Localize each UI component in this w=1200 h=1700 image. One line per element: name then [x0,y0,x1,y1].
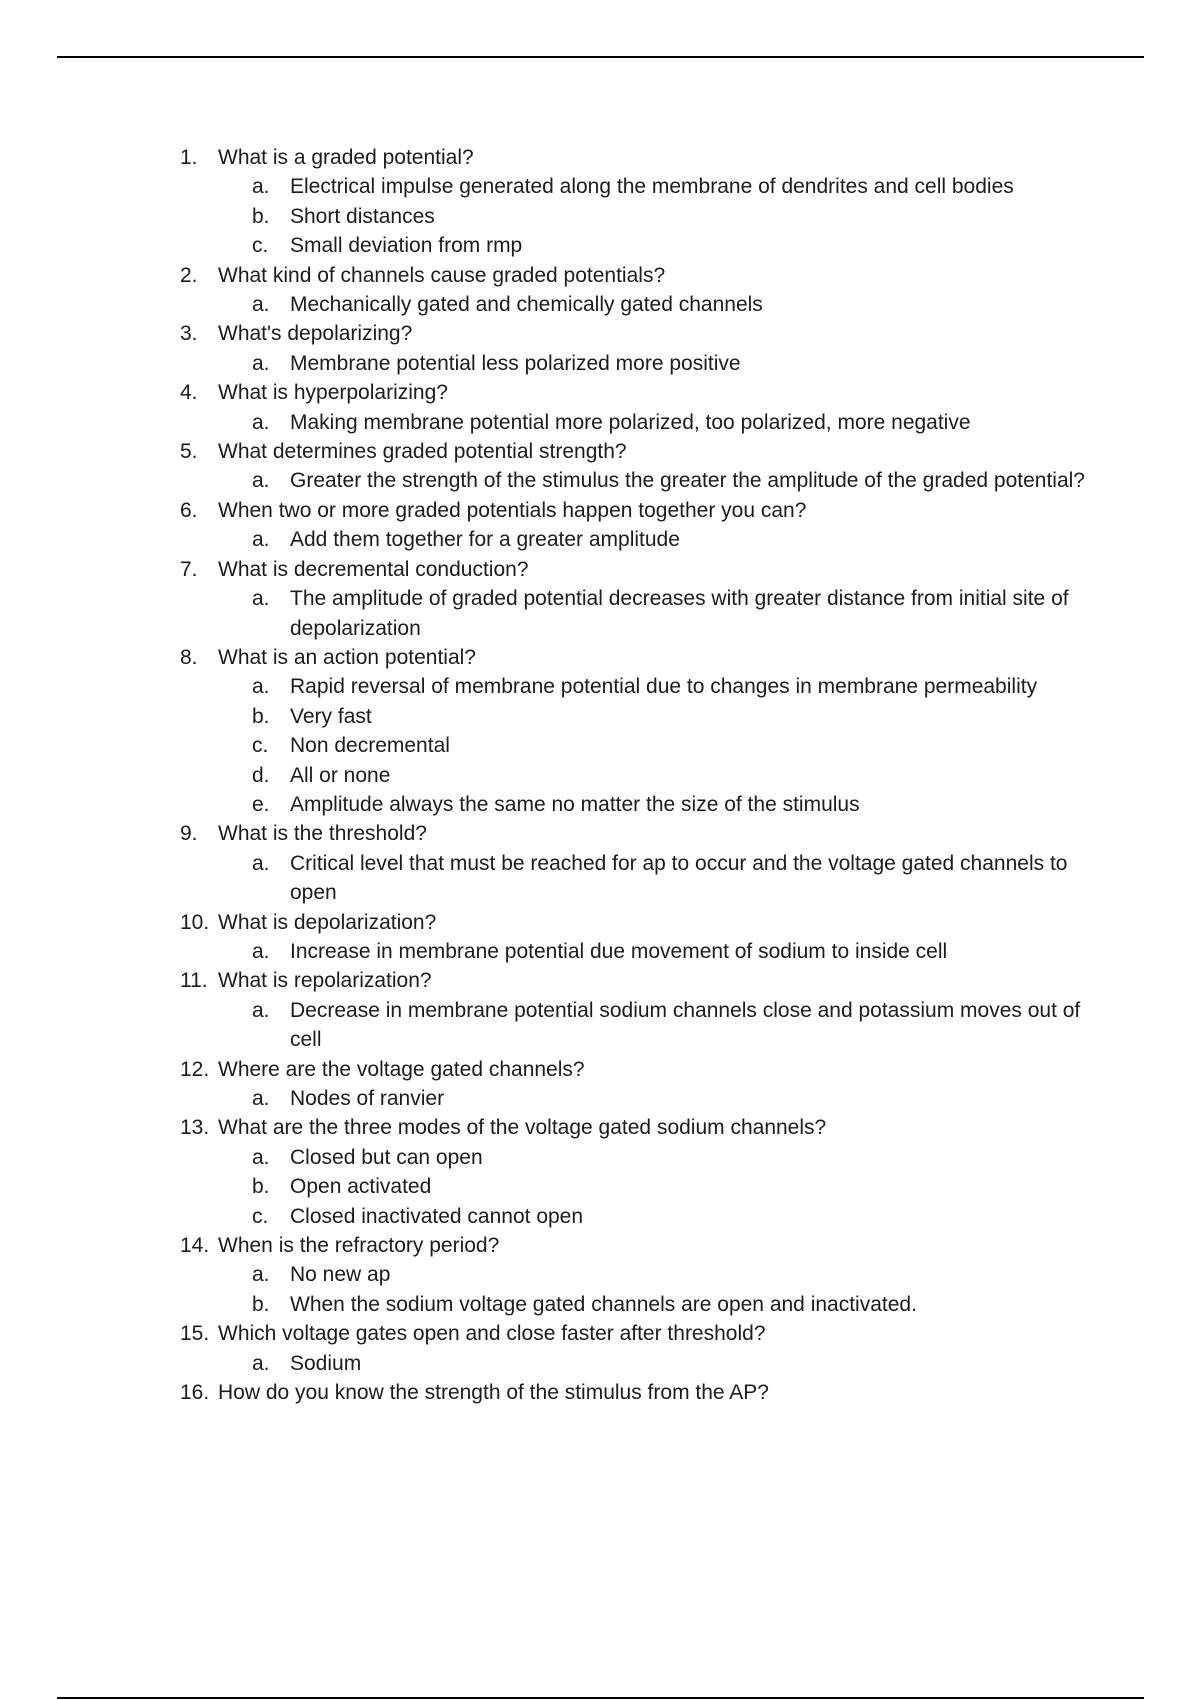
question-text: What is a graded potential? [218,146,474,169]
question-list [180,143,1110,1407]
answer-item [218,672,1110,701]
question-number: 14. [180,1234,210,1258]
question-number: 3. [180,322,198,346]
question-text: Which voltage gates open and close faster after threshold? [218,1322,766,1346]
answer-item [218,731,1110,760]
question-item [180,643,1110,819]
question-item [180,1231,1110,1319]
answer-text: Electrical impulse generated along the membrane of dendrites and cell bodies [290,175,1014,199]
answer-list [218,1084,1110,1113]
answer-letter: b. [252,204,270,228]
answer-item [218,408,1110,437]
answer-letter: c. [252,1204,269,1228]
answer-item [218,231,1110,260]
question-item [180,908,1110,967]
answer-list [218,1143,1110,1231]
answer-letter: b. [252,1292,270,1316]
question-number: 10. [180,910,210,934]
answer-letter: a. [252,1145,270,1169]
question-text: When is the refractory period? [218,1234,500,1258]
question-number: 16. [180,1381,210,1405]
answer-letter: a. [252,410,270,434]
answer-text: Open activated [290,1175,432,1199]
answer-item [218,761,1110,790]
question-number: 4. [180,381,198,405]
answer-list [218,996,1110,1055]
answer-letter: a. [252,351,270,375]
question-item [180,1378,1110,1407]
answer-text: Amplitude always the same no matter the size of the stimulus [290,792,860,816]
answer-list [218,584,1110,643]
answer-text: No new ap [290,1263,391,1287]
question-number: 1. [180,146,198,169]
answer-item [218,584,1110,643]
answer-letter: d. [252,763,270,787]
question-item [180,496,1110,555]
answer-list [218,1349,1110,1378]
question-text: What are the three modes of the voltage gated sodium channels? [218,1116,827,1140]
answer-list [218,849,1110,908]
answer-item [218,290,1110,319]
question-text: What's depolarizing? [218,322,413,346]
answer-item [218,1349,1110,1378]
answer-letter: a. [252,851,270,875]
question-text: What is the threshold? [218,822,427,846]
question-text: What kind of channels cause graded potentials? [218,263,666,287]
answer-item [218,1290,1110,1319]
answer-list [218,172,1110,260]
question-number: 7. [180,557,198,581]
answer-item [218,1084,1110,1113]
answer-list [218,1260,1110,1319]
answer-list [218,466,1110,495]
question-text: What is depolarization? [218,910,437,934]
answer-item [218,849,1110,908]
answer-item [218,349,1110,378]
answer-list [218,290,1110,319]
question-number: 11. [180,969,208,993]
question-number: 8. [180,645,198,669]
answer-letter: a. [252,587,270,611]
question-text: Where are the voltage gated channels? [218,1057,585,1081]
answer-text: Add them together for a greater amplitude [290,528,680,552]
answer-text: Mechanically gated and chemically gated channels [290,293,763,317]
question-item [180,378,1110,437]
answer-list [218,408,1110,437]
question-text: What is an action potential? [218,645,476,669]
question-item [180,143,1110,261]
question-item [180,319,1110,378]
question-number: 9. [180,822,198,846]
answer-text: Decrease in membrane potential sodium channels close and potassium moves out of cell [290,998,1081,1052]
answer-text: Closed inactivated cannot open [290,1204,584,1228]
answer-letter: b. [252,1175,270,1199]
question-item [180,555,1110,643]
answer-text: When the sodium voltage gated channels are open and inactivated. [290,1292,917,1316]
question-item [180,1319,1110,1378]
answer-letter: a. [252,675,270,699]
answer-letter: a. [252,293,270,317]
answer-letter: a. [252,1351,270,1375]
answer-text: Making membrane potential more polarized, too polarized, more negative [290,410,971,434]
answer-item [218,1202,1110,1231]
answer-item [218,702,1110,731]
answer-text: Rapid reversal of membrane potential due to changes in membrane permeability [290,675,1038,699]
answer-letter: b. [252,704,270,728]
question-number: 5. [180,440,198,464]
question-text: What is repolarization? [218,969,432,993]
answer-item [218,172,1110,201]
answer-item [218,937,1110,966]
answer-text: Membrane potential less polarized more positive [290,351,741,375]
answer-text: All or none [290,763,391,787]
answer-letter: a. [252,998,270,1022]
question-number: 15. [180,1322,210,1346]
answer-item [218,466,1110,495]
question-item [180,1113,1110,1231]
answer-list [218,525,1110,554]
answer-text: Very fast [290,704,372,728]
answer-letter: a. [252,528,270,552]
answer-item [218,202,1110,231]
answer-letter: e. [252,792,270,816]
question-number: 13. [180,1116,210,1140]
question-text: When two or more graded potentials happen together you can? [218,498,807,522]
answer-letter: a. [252,939,270,963]
answer-text: Sodium [290,1351,362,1375]
answer-letter: a. [252,175,270,199]
answer-text: Greater the strength of the stimulus the greater the amplitude of the graded potential? [290,469,1085,493]
answer-text: Small deviation from rmp [290,234,523,258]
answer-text: Closed but can open [290,1145,483,1169]
answer-item [218,1172,1110,1201]
question-text: What determines graded potential strength? [218,440,627,464]
question-item [180,437,1110,496]
answer-text: Nodes of ranvier [290,1087,445,1110]
header-rule [57,56,1144,58]
question-item [180,819,1110,907]
question-item [180,1055,1110,1114]
answer-text: Short distances [290,204,435,228]
answer-letter: a. [252,1263,270,1287]
answer-letter: a. [252,1087,270,1110]
answer-item [218,1143,1110,1172]
answer-list [218,672,1110,819]
question-number: 6. [180,498,198,522]
answer-list [218,937,1110,966]
question-item [180,261,1110,320]
question-number: 2. [180,263,198,287]
answer-text: Increase in membrane potential due movement of sodium to inside cell [290,939,948,963]
question-text: How do you know the strength of the stimulus from the AP? [218,1381,769,1405]
question-text: What is decremental conduction? [218,557,529,581]
question-item [180,966,1110,1054]
answer-list [218,349,1110,378]
question-text: What is hyperpolarizing? [218,381,448,405]
answer-letter: c. [252,734,269,758]
answer-item [218,525,1110,554]
answer-item [218,996,1110,1055]
answer-text: Critical level that must be reached for ap to occur and the voltage gated channels to open [290,851,1068,905]
answer-item [218,1260,1110,1289]
answer-item [218,790,1110,819]
question-number: 12. [180,1057,210,1081]
answer-letter: c. [252,234,269,258]
answer-text: The amplitude of graded potential decreases with greater distance from initial site of depolarization [290,587,1069,640]
answer-letter: a. [252,469,270,493]
footer-rule [57,1697,1144,1699]
answer-text: Non decremental [290,734,450,758]
